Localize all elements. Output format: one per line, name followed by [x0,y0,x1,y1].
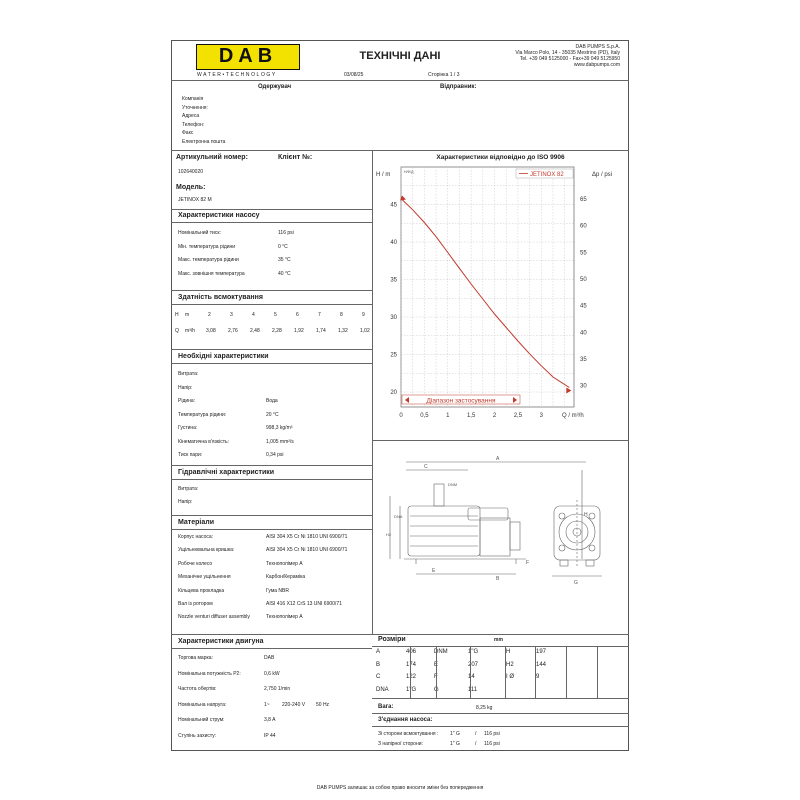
motor-rows [178,655,368,748]
material-label: Кільцева прокладка [178,587,225,594]
y-left-tick-label: 20 [390,390,397,396]
pump-spec-label: Макс. температура рідини [178,257,239,263]
contact-field: Електронна пошта [182,138,226,145]
motor-label: Номінальна потужність P2: [178,670,241,677]
page-title: ТЕХНІЧНІ ДАНІ [359,50,441,62]
legend-label: JETINOX 82 [530,172,564,178]
required-row [178,398,368,412]
dimensions-title: Розміри [378,636,406,643]
pump-spec-value: 35 °C [278,257,291,263]
connections-title: З'єднання насоса: [378,717,433,723]
connection-size: 1" G [450,741,460,747]
company-line: DAB PUMPS S.p.A. [575,44,620,50]
svg-text:DNA: DNA [394,514,403,519]
y-right-tick-label: 65 [580,197,587,203]
capacity-head-value: 6 [296,312,299,318]
pump-spec-row [178,230,368,244]
motor-value: 50 Hz [316,701,330,708]
material-label: Nozzle venturi diffuser assembly [178,614,250,621]
pump-curve-chart [372,163,629,433]
x-tick-label: 0,5 [420,413,429,419]
sender-label: Відправник: [440,84,477,90]
material-row [178,614,368,627]
pump-spec-label: Мін. температура рідини [178,243,236,250]
dimension-cell: 1"G [406,686,417,693]
dimension-cell: 144 [536,661,547,668]
y-left-tick-label: 40 [390,240,397,246]
capacity-flow-value: 2,76 [228,328,238,334]
y-right-tick-label: 30 [580,383,587,390]
article-number-value: 102640020 [178,169,204,175]
dimension-cell: 14 [468,674,475,680]
material-value: Гума NBR [266,587,289,594]
material-label: Корпус насоса: [178,534,214,540]
pump-spec-label: Макс. зовнішня температура [178,270,245,277]
dimensions-unit: mm [494,637,503,643]
required-value: 0,34 psi [266,452,284,458]
capacity-flow-value: 1,92 [294,328,304,334]
material-row [178,534,368,547]
capacity-head-value: 7 [318,312,321,318]
capacity-flow-value: 1,32 [338,328,348,334]
material-value: Технополімер A [266,560,303,567]
contact-fields [182,96,225,147]
dimension-cell: 406 [406,649,417,655]
date: 03/08/25 [344,72,364,78]
contact-field: Компанія [182,96,204,102]
connections-rows [378,731,618,751]
chart-title: Характеристики відповідно до ISO 9906 [436,154,565,161]
motor-row [178,717,368,733]
material-row [178,561,368,574]
dimension-row [376,674,626,687]
svg-text:E: E [432,568,436,574]
capacity-q-label: Q [175,328,179,334]
dimension-cell: H [506,649,511,655]
required-value: 998,3 kg/m³ [266,425,293,431]
motor-label: Частота обертів: [178,686,217,692]
contact-field: Телефон: [182,121,205,128]
recipient-label: Одержувач [258,84,292,90]
x-tick-label: 3 [539,413,543,419]
company-line: Via Marco Polo, 14 - 35035 Mestrino (PD), Italy [515,50,620,56]
y-left-tick-label: 45 [390,202,397,209]
dimension-cell: H2 [506,661,514,668]
x-tick-label: 1 [446,413,450,419]
x-tick-label: 0 [399,413,403,419]
required-value: Вода [266,398,278,404]
contact-field: Факс [182,130,194,136]
pump-spec-label: Номінальний тиск: [178,230,221,236]
required-row [178,412,368,426]
y-left-tick-label: 25 [390,352,397,359]
company-line: www.dabpumps.com [573,62,620,68]
required-label: Густина: [178,425,198,431]
capacity-q-unit: m³/h [185,328,195,334]
svg-text:C: C [424,464,428,470]
motor-value: 2,750 1/min [264,686,291,692]
pump-side-view [386,456,588,582]
capacity-head-value: 2 [208,312,211,318]
material-label: Вал із ротором [178,600,213,607]
svg-text:F: F [526,560,530,566]
pump-spec-row [178,271,368,285]
y-left-axis-label: H / m [376,172,391,178]
y-right-tick-label: 45 [580,303,587,310]
dimension-cell: 1"G [468,649,479,655]
connection-row [378,741,618,751]
svg-text:H: H [584,512,588,518]
capacity-flow-value: 1,02 [360,328,370,334]
capacity-head-value: 8 [340,312,343,318]
svg-text:A: A [496,456,500,462]
material-label: Ущільнювальна кришка: [178,547,235,554]
connection-label: З напірної сторони: [378,741,423,747]
dimension-cell: G [434,686,439,693]
hydraulic-title: Гідравлічні характеристики [178,469,275,476]
required-label: Кінематична в'язкість: [178,438,229,445]
dimension-cell: 122 [406,674,417,680]
capacity-flow-row [175,328,370,338]
pump-spec-value: 40 °C [278,270,291,277]
company-info [470,44,620,68]
dimension-cell: B [376,661,381,668]
x-tick-label: 2,5 [513,413,523,419]
connection-pressure: 116 psi [484,731,500,737]
pump-spec-row [178,244,368,258]
contact-field: Адреса [182,113,200,119]
motor-label: Номінальний струм: [178,717,225,723]
dimension-cell: C [376,674,381,680]
model-label: Модель: [176,184,206,191]
motor-value: 1~ [264,701,270,708]
motor-label: Номінальна напруга: [178,701,227,708]
capacity-h-label: H [175,312,179,318]
x-axis-label: Q / m³/h [562,413,584,419]
dimension-cell: E [434,661,439,668]
x-tick-label: 1,5 [466,413,476,419]
pump-specs-title: Характеристики насосу [178,212,260,219]
svg-text:B: B [496,576,500,582]
capacity-flow-value: 2,48 [250,328,260,334]
material-value: Карбон/Кераміка [266,574,306,581]
capacity-flow-value: 1,74 [316,328,326,334]
required-row [178,425,368,439]
required-rows [178,371,368,466]
dimension-cell: DNM [434,649,448,655]
hydraulic-row [178,486,368,499]
material-value: AISI 304 X5 Cr Ni 1810 UNI 6900/71 [266,534,348,540]
capacity-head-value: 3 [230,312,233,318]
capacity-flow-value: 2,28 [272,328,282,334]
connection-label: Зі сторони всмоктування : [378,731,439,737]
footer-disclaimer: DAB PUMPS залишає за собою право вносити зміни без попередження [316,785,484,791]
pump-drawing [376,446,626,626]
hydraulic-rows [178,486,368,512]
motor-title: Характеристики двигуна [178,638,264,645]
dimensions-table [376,649,626,699]
motor-row [178,702,368,718]
pump-front-view [552,500,602,586]
connection-size: 1" G [450,731,460,737]
material-label: Робоче колесо [178,560,213,567]
y-right-tick-label: 60 [580,223,587,230]
required-row [178,439,368,453]
motor-value: 0,6 kW [264,670,280,677]
company-line: Tel. +39 049 5125000 - Fax+39 049 5125950 [519,56,620,62]
client-number-label: Клієнт №: [278,154,313,161]
motor-label: Ступінь захисту: [178,732,217,739]
y-right-tick-label: 35 [580,357,587,363]
material-value: AISI 304 X5 Cr Ni 1810 UNI 6900/71 [266,547,348,554]
motor-row [178,655,368,671]
connection-sep: / [475,731,477,737]
materials-rows [178,534,368,628]
motor-value: 220-240 V [282,701,306,708]
range-label: Діапазон застосування [426,397,496,405]
pump-spec-value: 0 °C [278,243,288,250]
material-row [178,588,368,601]
dimension-cell: F [434,674,438,680]
material-value: AISI 416 X12 CrS 13 UNI 6900/71 [266,600,342,607]
dimension-cell: A [376,649,381,655]
required-label: Напір: [178,384,193,391]
motor-row [178,733,368,749]
y-left-tick-label: 35 [390,277,397,284]
chart-note: Н/Ф/Д [404,170,414,174]
weight-value: 8,25 kg [476,705,493,711]
capacity-head-value: 9 [362,312,365,318]
connection-pressure: 116 psi [484,741,500,747]
dimension-cell: 174 [406,661,417,668]
required-title: Необхідні характеристики [178,353,269,360]
dimension-cell: I Ø [506,674,515,680]
connection-row [378,731,618,741]
y-right-tick-label: 50 [580,277,587,283]
required-label: Рідина: [178,398,196,404]
required-value: 1,005 mm²/s [266,438,294,445]
y-left-tick-label: 30 [390,315,397,321]
pump-specs-rows [178,230,368,284]
svg-text:DNM: DNM [448,482,458,487]
hydraulic-label: Витрата: [178,486,199,492]
pump-spec-value: 116 psi [278,230,294,236]
required-label: Температура рідини: [178,411,227,418]
model-value: JETINOX 82 M [178,197,212,203]
motor-value: IP 44 [264,732,276,739]
y-right-tick-label: 40 [580,330,587,337]
motor-value: 3,8 A [264,717,276,723]
capacity-head-row [175,312,370,328]
required-row [178,371,368,385]
connection-sep: / [475,741,477,747]
motor-row [178,686,368,702]
material-row [178,574,368,587]
dimension-cell: 207 [468,661,479,668]
logo-subtitle: WATER•TECHNOLOGY [197,72,277,78]
material-value: Технополімер A [266,614,303,621]
required-row [178,452,368,466]
capacity-table [175,312,370,338]
capacity-h-unit: m [185,312,190,318]
required-label: Тиск пари: [178,452,203,458]
material-row [178,547,368,560]
dimension-cell: 111 [468,686,478,693]
dimension-cell: 197 [536,649,547,655]
material-label: Механічне ущільнення [178,574,231,581]
capacity-head-value: 4 [252,312,255,318]
material-row [178,601,368,614]
svg-text:G: G [574,580,578,586]
dimension-row [376,649,626,662]
plot-area [401,167,574,407]
svg-text:H2: H2 [386,532,392,537]
hydraulic-row [178,499,368,512]
contact-field: Уточнення: [182,104,208,111]
page-number: Сторінка 1 / 3 [428,72,460,78]
required-value: 20 °C [266,411,279,418]
article-number-label: Артикульний номер: [176,154,248,161]
dimension-row [376,662,626,675]
motor-label: Торгова марка: [178,655,213,661]
capacity-head-value: 5 [274,312,277,318]
y-right-tick-label: 55 [580,250,587,257]
capacity-flow-value: 3,08 [206,328,216,334]
dimension-cell: 9 [536,674,540,680]
dimension-cell: DNA [376,686,389,693]
hydraulic-label: Напір: [178,499,193,505]
motor-value: DAB [264,655,275,661]
required-label: Витрата: [178,371,199,377]
motor-row [178,671,368,687]
pump-spec-row [178,257,368,271]
materials-title: Матеріали [178,519,214,526]
required-row [178,385,368,399]
x-tick-label: 2 [492,413,497,419]
dab-logo: DAB [196,44,300,70]
weight-label: Вага: [378,704,394,710]
capacity-title: Здатність всмоктування [178,294,263,301]
y-right-axis-label: Δp / psi [592,172,613,178]
